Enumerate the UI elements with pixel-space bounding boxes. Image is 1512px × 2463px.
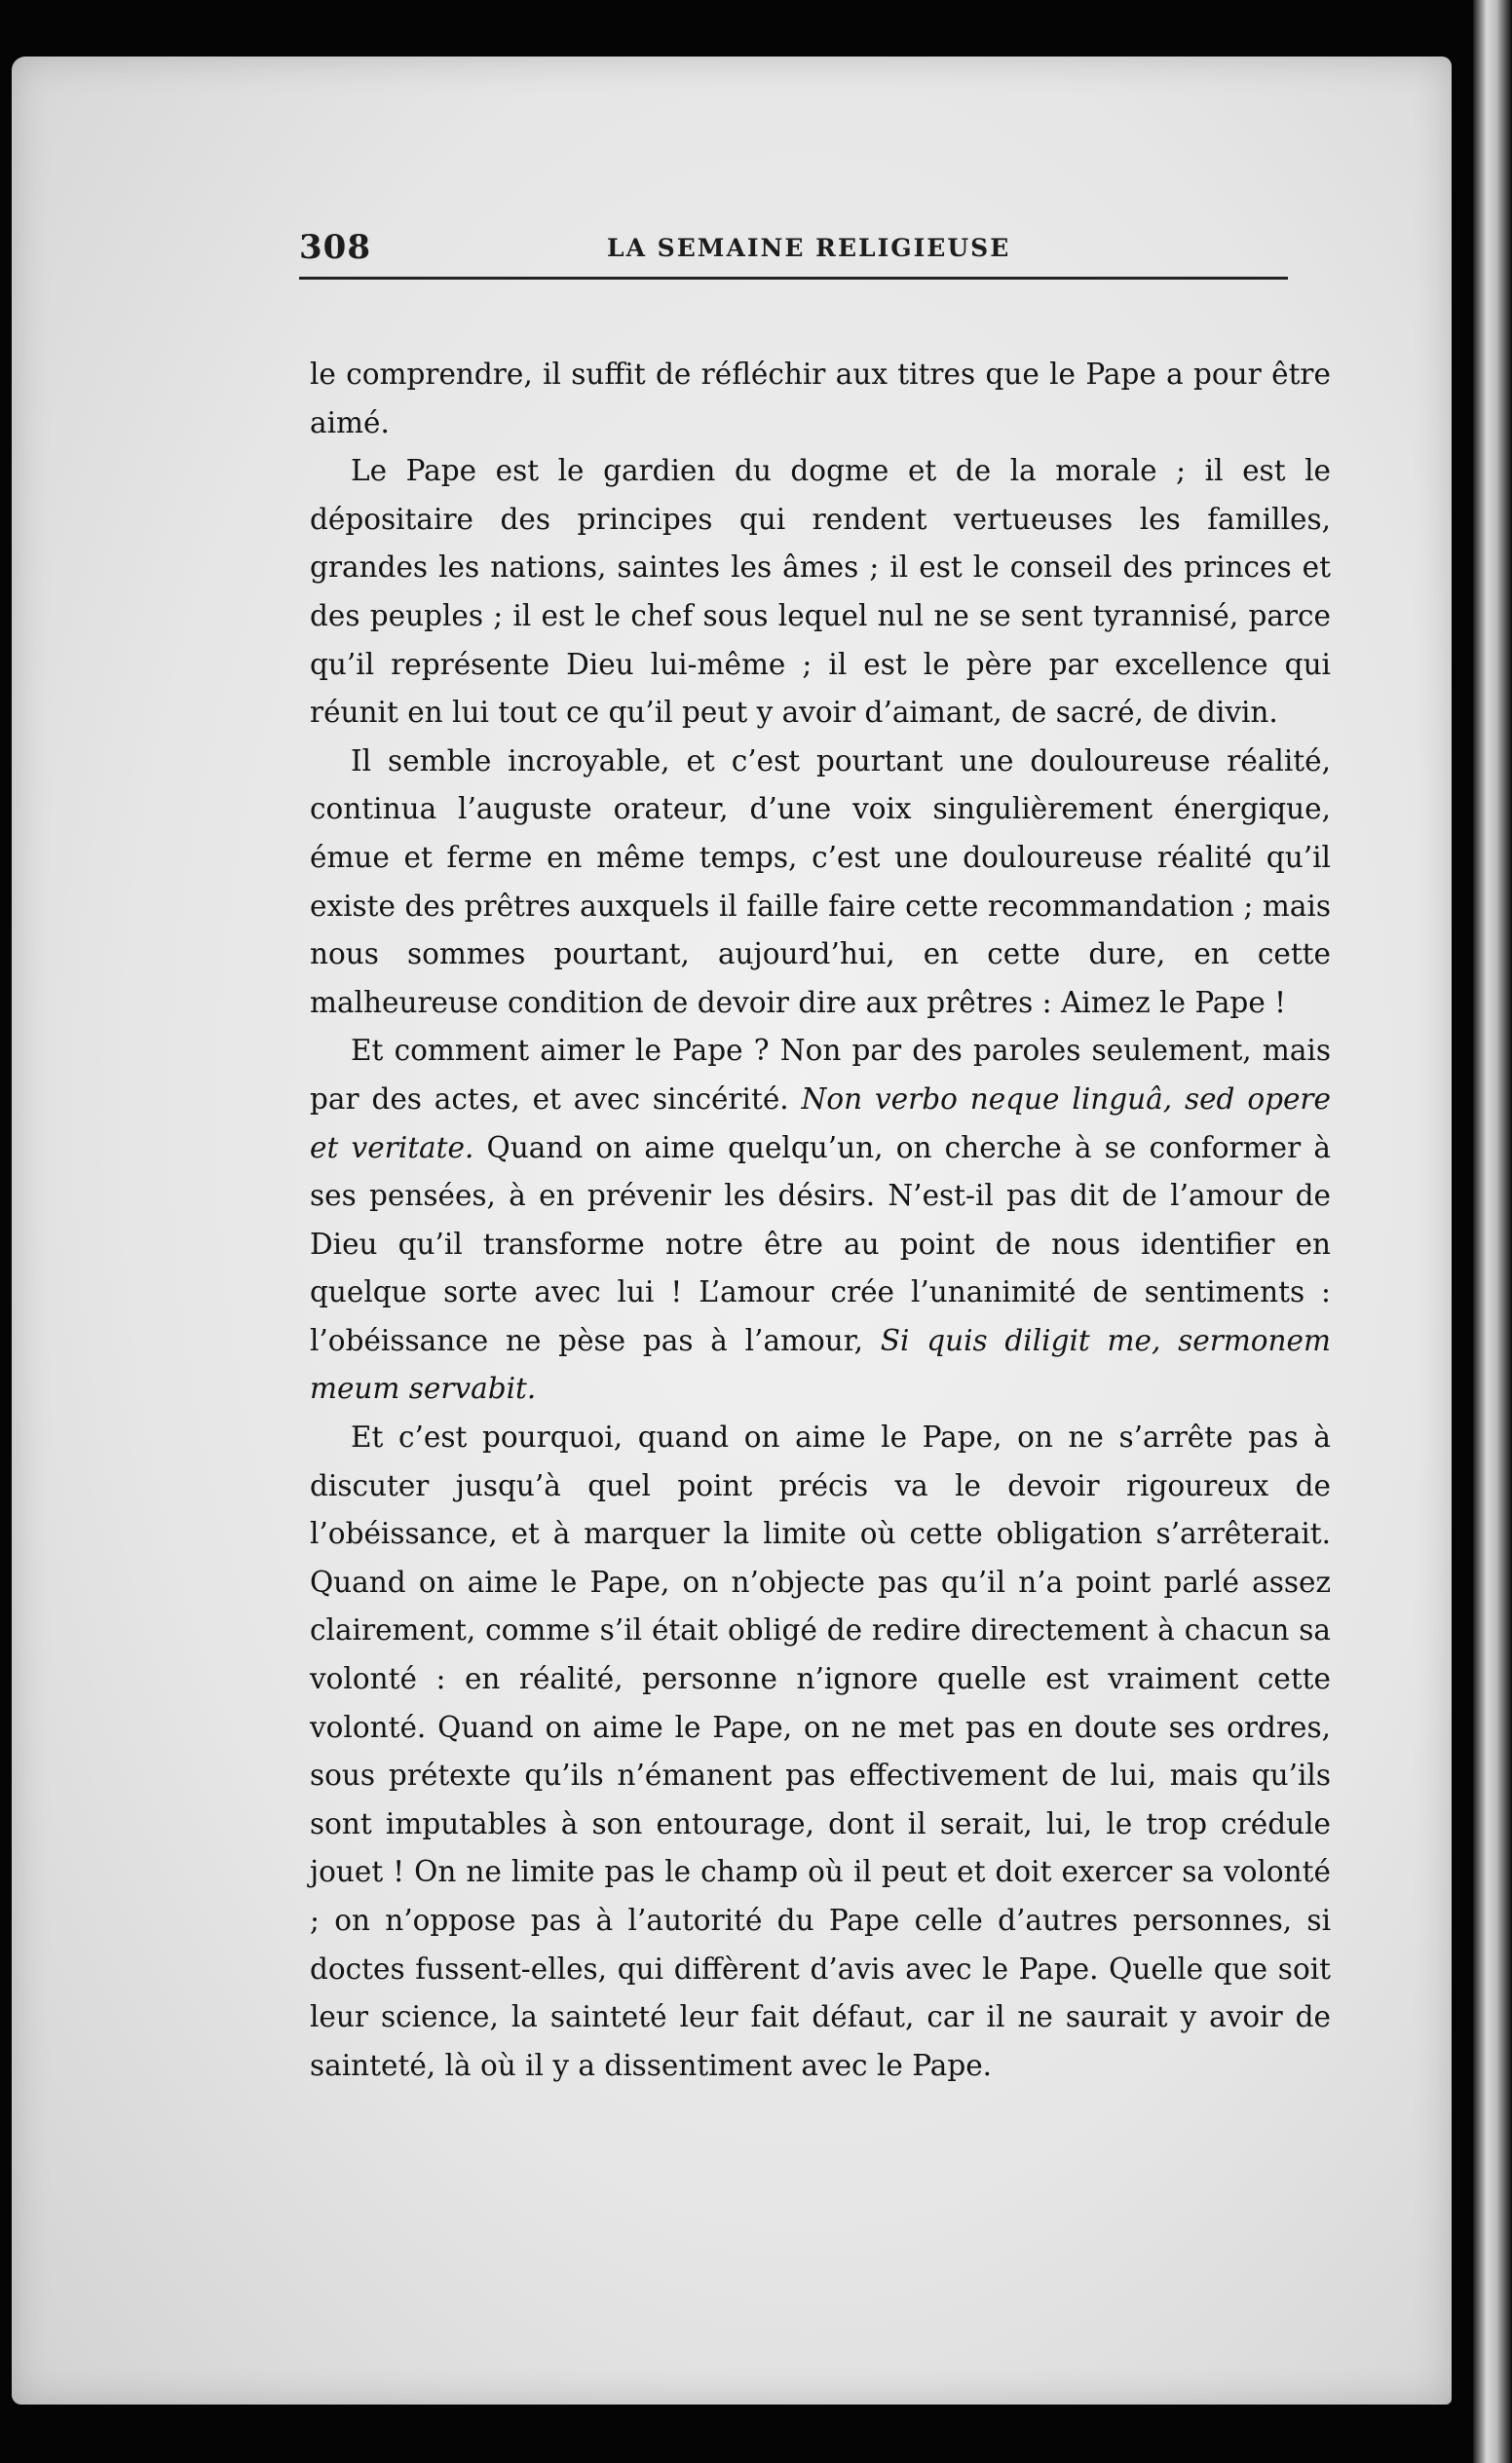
page-number: 308 — [299, 228, 371, 267]
text-segment: Le Pape est le gardien du dogme et de la morale ; il est le dépositaire des principes qui rendent vertueuses les familles, grandes les nations, saintes les âmes ; il est le conseil des princes et des peuples ; il est le chef sous lequel nul ne se sent tyrannisé, parce qu’il représente Dieu lui-même ; il est le père par excellence qui réunit en lui tout ce qu’il peut y avoir d’aimant, de sacré, de divin. — [310, 454, 1331, 730]
paragraph-1 — [310, 351, 1331, 447]
text-segment: Et c’est pourquoi, quand on aime le Pape, on ne s’arrête pas à discuter jusqu’à quel point précis va le devoir rigoureux de l’obéissance, et à marquer la limite où cette obligation s’arrêterait. Quand on aime le Pape, on n’objecte pas qu’il n’a point parlé assez clairement, comme s’il était obligé de redire directement à chacun sa volonté : en réalité, personne n’ignore quelle est vraiment cette volonté. Quand on aime le Pape, on ne met pas en doute ses ordres, sous prétexte qu’ils n’émanent pas effectivement de lui, mais qu’ils sont imputables à son entourage, dont il serait, lui, le trop crédule jouet ! On ne limite pas le champ où il peut et doit exercer sa volonté ; on n’oppose pas à l’autorité du Pape celle d’autres personnes, si doctes fussent-elles, qui diffèrent d’avis avec le Pape. Quelle que soit leur science, la sainteté leur fait défaut, car il ne saurait y avoir de sainteté, là où il y a dissentiment avec le Pape. — [310, 1421, 1331, 2082]
film-edge — [1473, 0, 1512, 2463]
latin-quote: Non verbo neque linguâ, sed opere et veritate. — [310, 1081, 1331, 1164]
paragraph-2 — [310, 447, 1331, 738]
text-segment: Il semble incroyable, et c’est pourtant une douloureuse réalité, continua l’auguste orateur, d’une voix singulièrement énergique, émue et ferme en même temps, c’est une douloureuse réalité qu’il existe des prêtres auxquels il faille faire cette recommandation ; mais nous sommes pourtant, aujourd’hui, en cette dure, en cette malheureuse condition de devoir dire aux prêtres : Aimez le Pape ! — [310, 743, 1331, 1019]
running-title: LA SEMAINE RELIGIEUSE — [607, 234, 1011, 262]
page-header — [299, 222, 1288, 280]
paragraph-4 — [310, 1027, 1331, 1414]
latin-quote: Si quis diligit me, sermonem meum servabit. — [310, 1323, 1331, 1406]
text-segment: Et comment aimer le Pape ? Non par des paroles seulement, mais par des actes, et avec sincérité. — [310, 1034, 1331, 1116]
text-segment: le comprendre, il suffit de réfléchir aux titres que le Pape a pour être aimé. — [310, 358, 1331, 439]
paragraph-3 — [310, 738, 1331, 1028]
paragraph-5 — [310, 1414, 1331, 2090]
body-text — [310, 351, 1331, 2090]
text-segment: Quand on aime quelqu’un, on cherche à se conformer à ses pensées, à en prévenir les désirs. N’est-il pas dit de l’amour de Dieu qu’il transforme notre être au point de nous identifier en quelque sorte avec lui ! L’amour crée l’unanimité de sentiments : l’obéissance ne pèse pas à l’amour, — [310, 1130, 1331, 1357]
